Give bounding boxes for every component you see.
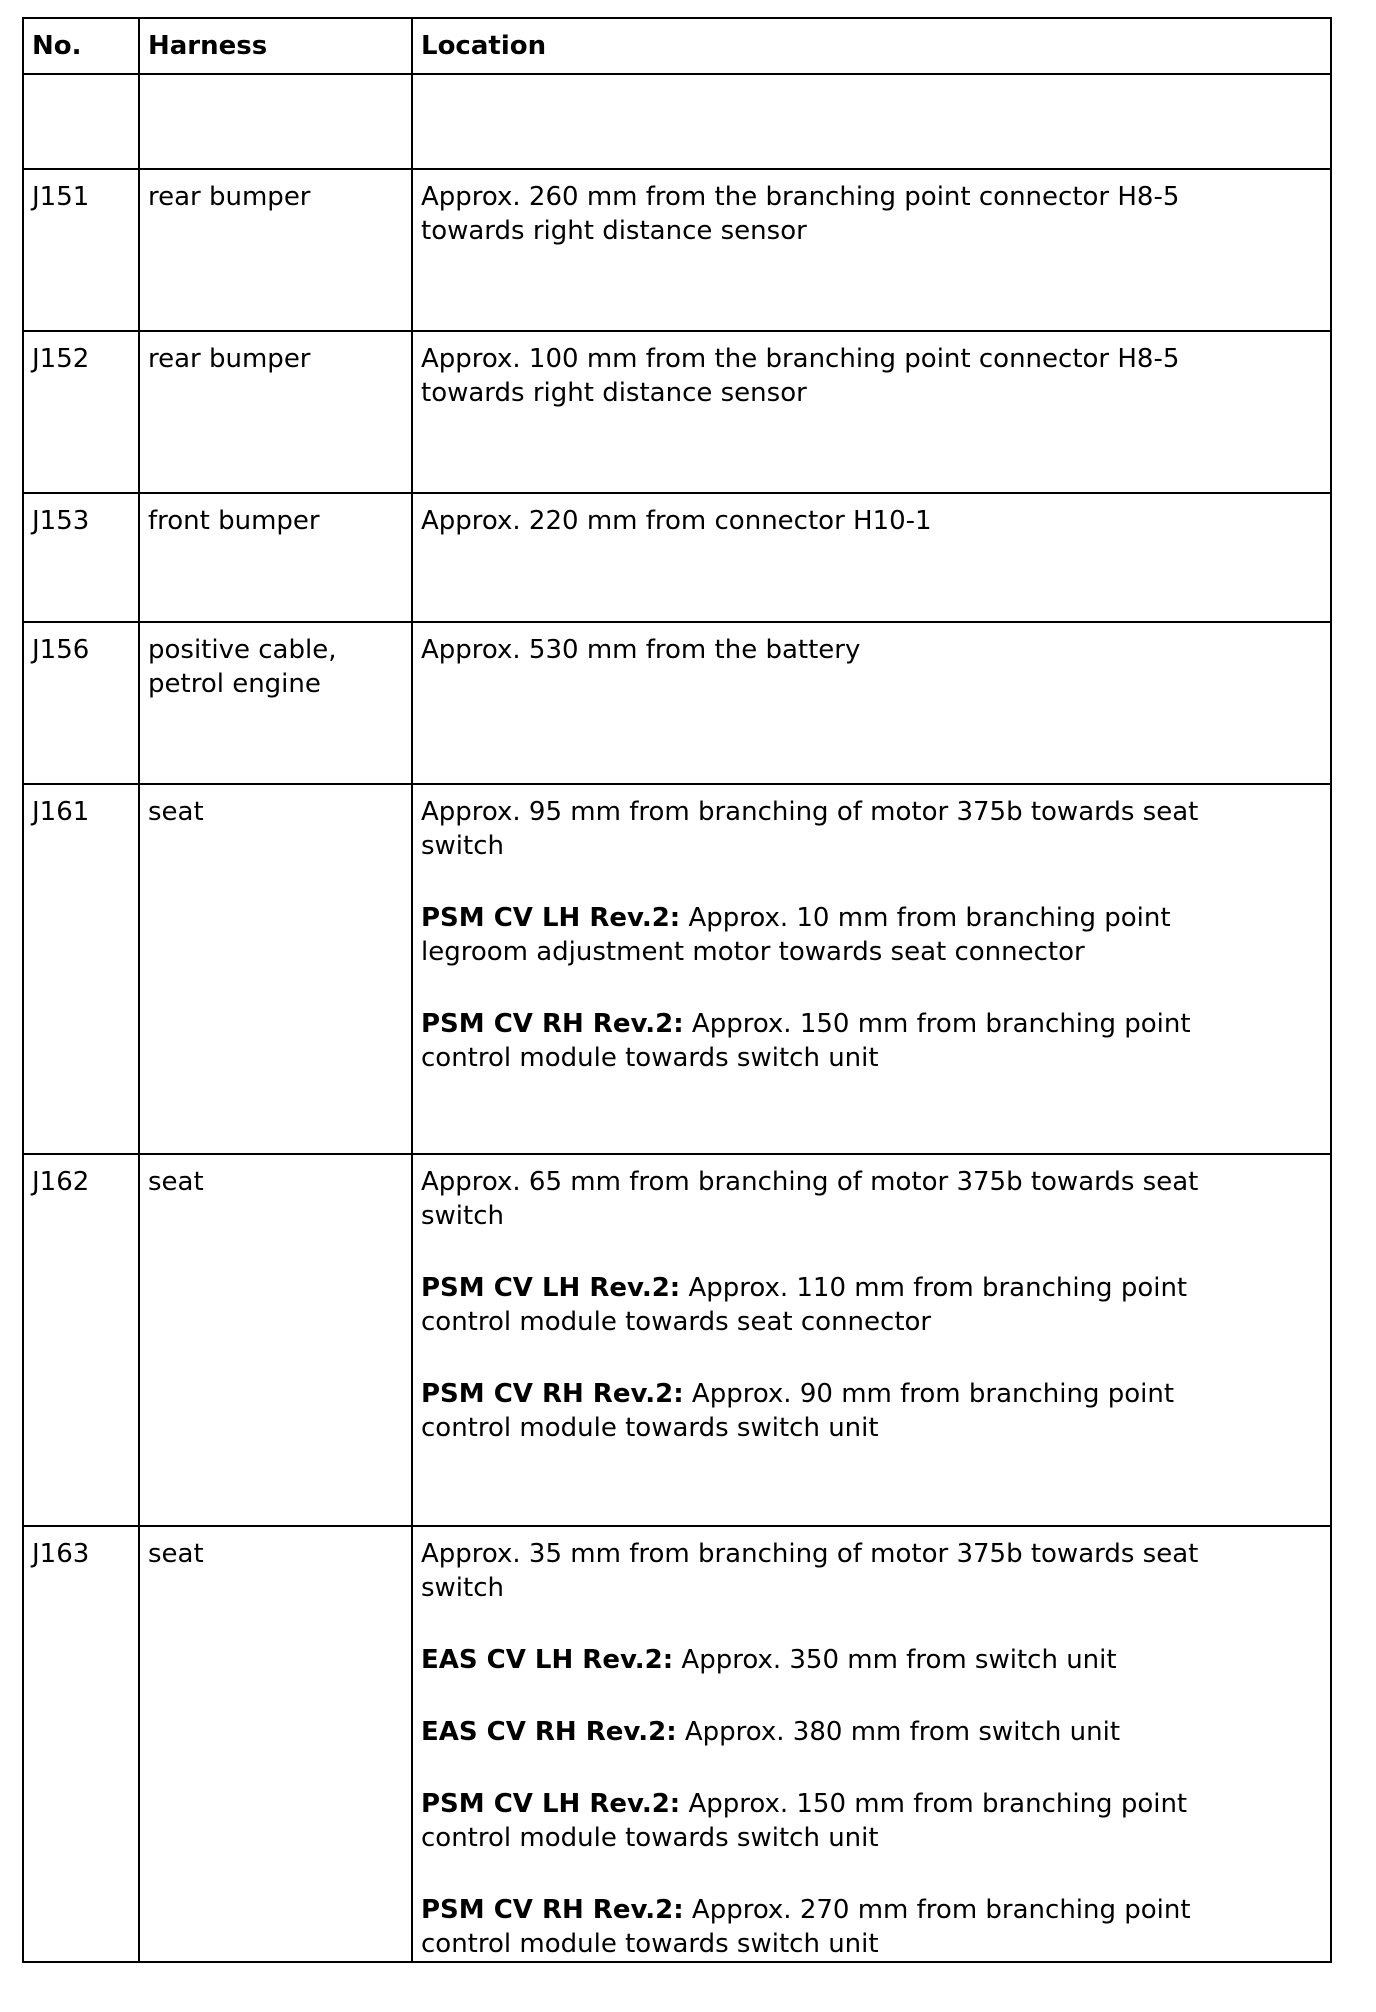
table-row xyxy=(23,784,1331,1154)
cell-location xyxy=(412,331,1331,493)
cell-no: J161 xyxy=(23,784,139,1154)
cell-harness: seat xyxy=(139,784,412,1154)
cell-harness: rear bumper xyxy=(139,331,412,493)
location-text: Approx. 110 mm from branching point control module towards seat connector xyxy=(421,1273,1188,1337)
location-text: Approx. 260 mm from the branching point connector H8-5 towards right distance sensor xyxy=(421,182,1180,246)
cell-no: J156 xyxy=(23,622,139,784)
cell-location xyxy=(412,784,1331,1154)
variant-prefix: PSM CV LH Rev.2: xyxy=(421,1273,681,1303)
cell-no: J163 xyxy=(23,1526,139,1962)
cell-location xyxy=(412,622,1331,784)
variant-prefix: PSM CV LH Rev.2: xyxy=(421,903,681,933)
cell-harness: front bumper xyxy=(139,493,412,622)
table-body xyxy=(23,74,1331,1962)
location-text: Approx. 150 mm from branching point control module towards switch unit xyxy=(421,1789,1188,1853)
cell-location xyxy=(412,1526,1331,1962)
variant-prefix: PSM CV RH Rev.2: xyxy=(421,1379,684,1409)
table-row xyxy=(23,1526,1331,1962)
location-text: Approx. 35 mm from branching of motor 375b towards seat switch xyxy=(421,1539,1199,1603)
cell-harness: rear bumper xyxy=(139,169,412,331)
table-row xyxy=(23,74,1331,169)
cell-no: J162 xyxy=(23,1154,139,1526)
location-paragraph xyxy=(421,342,1322,410)
cell-harness xyxy=(139,74,412,169)
table-header-row xyxy=(23,18,1331,74)
variant-prefix: EAS CV RH Rev.2: xyxy=(421,1717,677,1747)
location-paragraph xyxy=(421,1165,1322,1233)
harness-location-table xyxy=(22,17,1332,1963)
cell-location xyxy=(412,74,1331,169)
cell-harness: seat xyxy=(139,1526,412,1962)
header-no: No. xyxy=(23,18,139,74)
location-text: Approx. 10 mm from branching point legroom adjustment motor towards seat connector xyxy=(421,903,1171,967)
location-paragraph xyxy=(421,1537,1322,1605)
cell-harness: positive cable, petrol engine xyxy=(139,622,412,784)
location-text: Approx. 380 mm from switch unit xyxy=(676,1717,1121,1747)
table-row xyxy=(23,331,1331,493)
location-paragraph xyxy=(421,1271,1322,1339)
location-text: Approx. 90 mm from branching point control module towards switch unit xyxy=(421,1379,1175,1443)
table-row xyxy=(23,1154,1331,1526)
location-paragraph xyxy=(421,795,1322,863)
location-text: Approx. 350 mm from switch unit xyxy=(673,1645,1117,1675)
location-text: Approx. 100 mm from the branching point connector H8-5 towards right distance sensor xyxy=(421,344,1180,408)
location-paragraph xyxy=(421,1715,1322,1749)
cell-no: J153 xyxy=(23,493,139,622)
header-location: Location xyxy=(412,18,1331,74)
location-text: Approx. 530 mm from the battery xyxy=(421,635,861,665)
location-paragraph xyxy=(421,633,1322,667)
cell-location xyxy=(412,493,1331,622)
location-paragraph xyxy=(421,1377,1322,1445)
variant-prefix: PSM CV RH Rev.2: xyxy=(421,1895,684,1925)
location-paragraph xyxy=(421,1787,1322,1855)
cell-harness: seat xyxy=(139,1154,412,1526)
location-paragraph xyxy=(421,1643,1322,1677)
table-row xyxy=(23,493,1331,622)
table-row xyxy=(23,622,1331,784)
table-row xyxy=(23,169,1331,331)
location-text: Approx. 270 mm from branching point control module towards switch unit xyxy=(421,1895,1191,1959)
location-text: Approx. 95 mm from branching of motor 375b towards seat switch xyxy=(421,797,1199,861)
location-text: Approx. 220 mm from connector H10-1 xyxy=(421,506,932,536)
location-paragraph xyxy=(421,901,1322,969)
variant-prefix: EAS CV LH Rev.2: xyxy=(421,1645,674,1675)
location-paragraph xyxy=(421,1007,1322,1075)
location-paragraph xyxy=(421,1893,1322,1961)
location-paragraph xyxy=(421,504,1322,538)
header-harness: Harness xyxy=(139,18,412,74)
cell-no: J152 xyxy=(23,331,139,493)
variant-prefix: PSM CV LH Rev.2: xyxy=(421,1789,681,1819)
cell-location xyxy=(412,1154,1331,1526)
cell-no xyxy=(23,74,139,169)
location-paragraph xyxy=(421,180,1322,248)
cell-location xyxy=(412,169,1331,331)
location-text: Approx. 150 mm from branching point control module towards switch unit xyxy=(421,1009,1191,1073)
location-text: Approx. 65 mm from branching of motor 375b towards seat switch xyxy=(421,1167,1199,1231)
cell-no: J151 xyxy=(23,169,139,331)
variant-prefix: PSM CV RH Rev.2: xyxy=(421,1009,684,1039)
